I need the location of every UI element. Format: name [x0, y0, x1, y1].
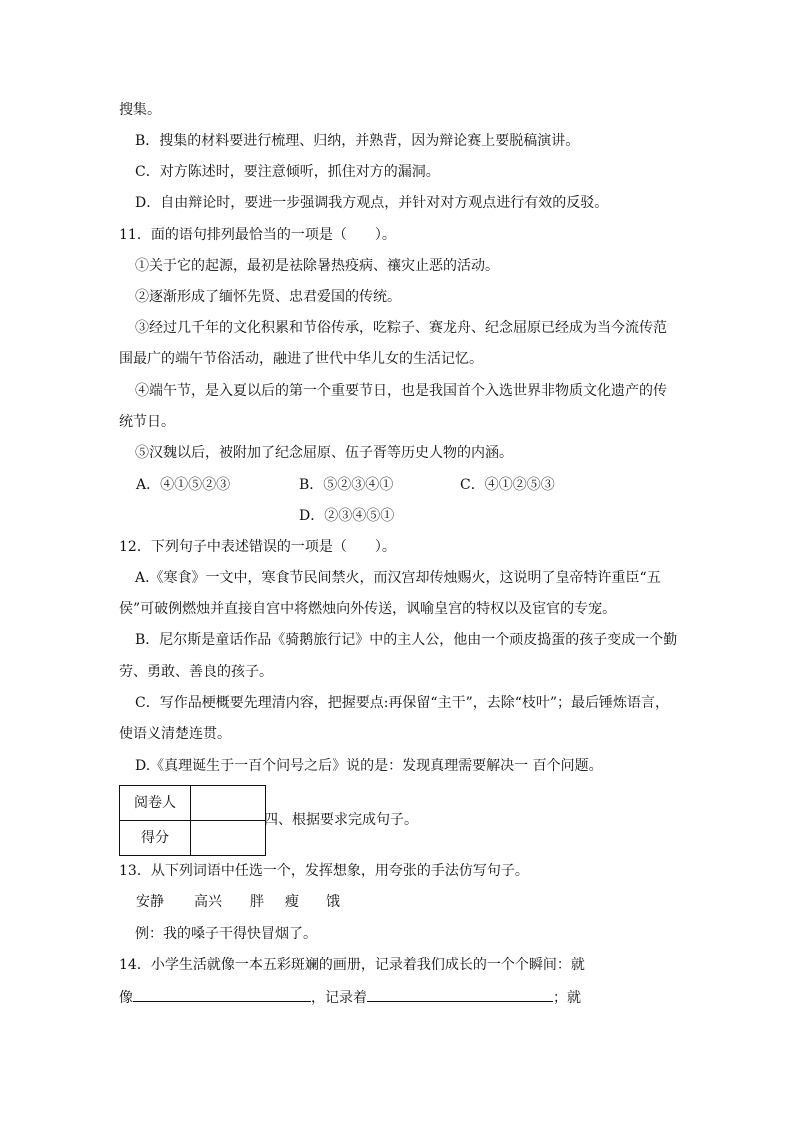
option-c: C．对方陈述时，要注意倾听，抓住对方的漏洞。 [135, 164, 440, 180]
sentence-5: ⑤汉魏以后，被附加了纪念屈原、伍子胥等历史人物的内涵。 [135, 445, 513, 461]
grader-table [119, 785, 266, 856]
score-label: 得分 [120, 821, 191, 856]
option-b: B．搜集的材料要进行梳理、归纳，并熟背，因为辩论赛上要脱稿演讲。 [135, 133, 580, 149]
choice-c[interactable]: C．④①②⑤③ [460, 477, 555, 493]
word-option: 瘦 [285, 894, 299, 910]
sentence-4-cont: 统节日。 [119, 414, 175, 430]
reviewer-label: 阅卷人 [120, 786, 191, 821]
option-d-line: D.《真理诞生于一百个问号之后》说的是：发现真理需要解决一 百个问题。 [135, 758, 603, 774]
score-box[interactable] [191, 821, 266, 856]
section-heading: 四、根据要求完成句子。 [264, 812, 418, 828]
option-c-line1: C．写作品梗概要先理清内容，把握要点:再保留“主干”，去除“枝叶”；最后锤炼语言， [135, 695, 670, 711]
fill-in-line [119, 986, 581, 1008]
word-option: 安静 [136, 894, 164, 910]
question-13-stem: 13．从下列词语中任选一个，发挥想象，用夸张的手法仿写句子。 [119, 863, 529, 879]
option-a-line1: A.《寒食》一文中，寒食节民间禁火，而汉宫却传烛赐火，这说明了皇帝特许重臣“五 [135, 570, 661, 586]
choice-d[interactable]: D．②③④⑤① [299, 508, 395, 524]
option-b-line2: 劳、勇敢、善良的孩子。 [119, 664, 273, 680]
word-option: 胖 [250, 894, 264, 910]
sentence-4: ④端午节，是入夏以后的第一个重要节日，也是我国首个入选世界非物质文化遗产的传 [135, 383, 667, 399]
question-14-stem: 14．小学生活就像一本五彩斑斓的画册，记录着我们成长的一个个瞬间：就 [119, 957, 585, 973]
option-a-line2: 侯”可破例燃烛并直接自宫中将燃烛向外传送，讽喻皇宫的特权以及宦官的专宠。 [119, 601, 617, 617]
text-line: 搜集。 [119, 102, 161, 118]
reviewer-box[interactable] [191, 786, 266, 821]
choice-a[interactable]: A．④①⑤②③ [136, 477, 231, 493]
sentence-1: ①关于它的起源，最初是祛除暑热疫病、禳灾止恶的活动。 [135, 258, 499, 274]
option-b-line1: B．尼尔斯是童话作品《骑鹅旅行记》中的主人公，他由一个顽皮捣蛋的孩子变成一个勤 [135, 632, 678, 648]
sentence-3-cont: 围最广的端午节俗活动，融进了世代中华儿女的生活记忆。 [119, 351, 483, 367]
question-11-stem: 11．面的语句排列最恰当的一项是（ ）。 [119, 227, 396, 243]
option-c-line2: 使语义清楚连贯。 [119, 726, 231, 742]
word-option: 饿 [326, 894, 340, 910]
sentence-3: ③经过几千年的文化积累和节俗传承，吃粽子、赛龙舟、纪念屈原已经成为当今流传范 [135, 320, 667, 336]
word-option: 高兴 [194, 894, 222, 910]
blank-1[interactable] [133, 986, 311, 1002]
example-sentence: 例：我的嗓子干得快冒烟了。 [135, 926, 317, 942]
question-12-stem: 12．下列句子中表述错误的一项是（ ）。 [119, 539, 396, 555]
blank-2[interactable] [367, 986, 553, 1002]
fill-text: 像 [119, 990, 133, 1006]
sentence-2: ②逐渐形成了缅怀先贤、忠君爱国的传统。 [135, 289, 401, 305]
fill-text: ；就 [553, 990, 581, 1006]
fill-text: ，记录着 [311, 990, 367, 1006]
option-d: D．自由辩论时，要进一步强调我方观点，并针对对方观点进行有效的反驳。 [135, 195, 609, 211]
choice-b[interactable]: B．⑤②③④① [299, 477, 394, 493]
